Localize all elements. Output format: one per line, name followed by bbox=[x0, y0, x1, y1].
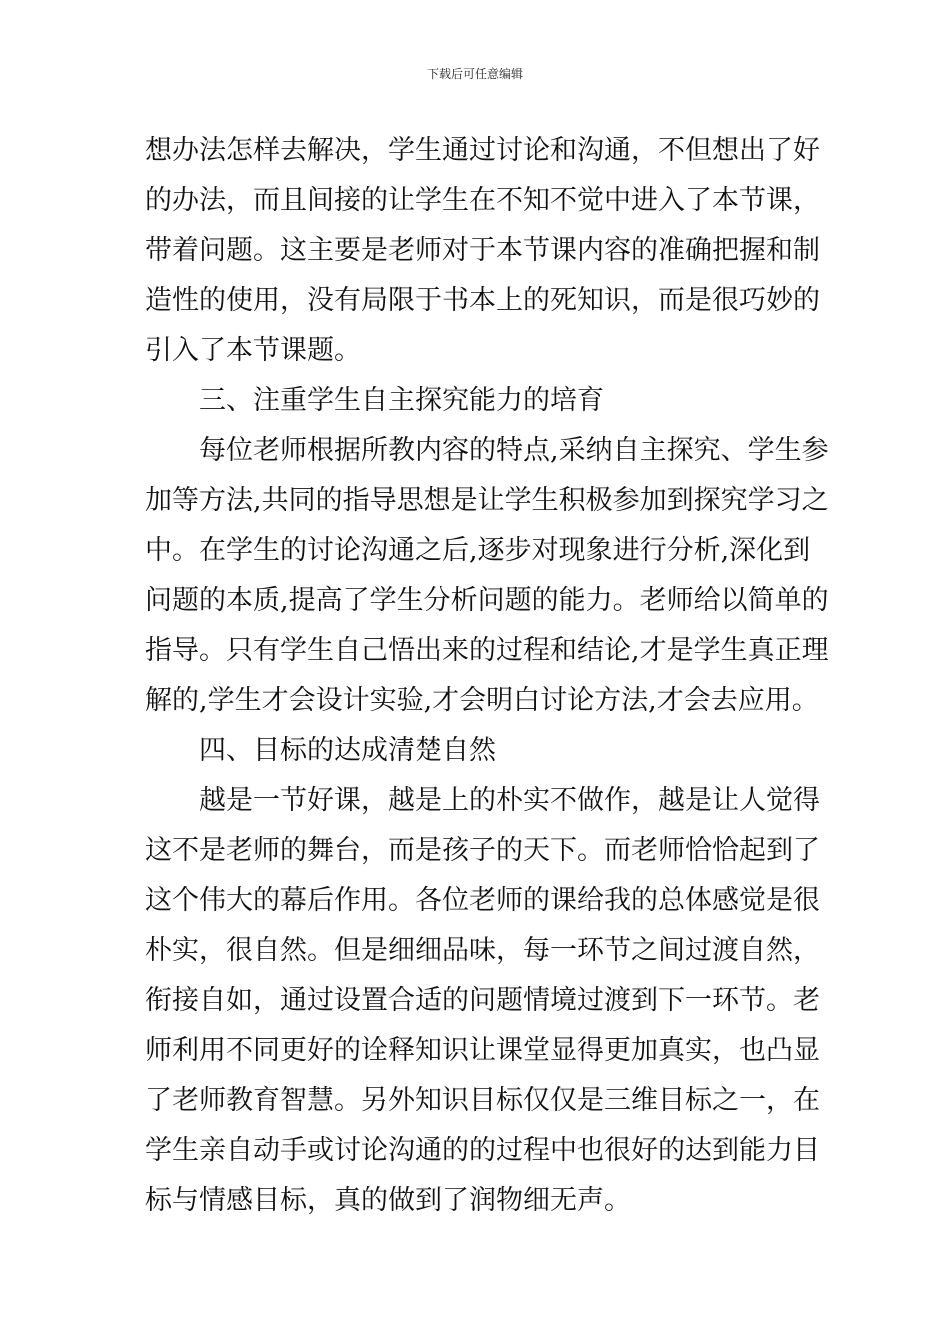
text-line: 造性的使用，没有局限于书本上的死知识，而是很巧妙的 bbox=[145, 285, 820, 316]
text-line: 标与情感目标，真的做到了润物细无声。 bbox=[145, 1185, 631, 1216]
text-line: 这不是老师的舞台，而是孩子的天下。而老师恰恰起到了 bbox=[145, 835, 820, 866]
text-line: 的办法，而且间接的让学生在不知不觉中进入了本节课， bbox=[145, 185, 820, 216]
text-line: 了老师教育智慧。另外知识目标仅仅是三维目标之一，在 bbox=[145, 1085, 820, 1116]
text-line: 越是一节好课，越是上的朴实不做作，越是让人觉得 bbox=[199, 785, 820, 816]
text-line: 解的,学生才会设计实验,才会明白讨论方法,才会去应用。 bbox=[145, 685, 819, 716]
text-line: 带着问题。这主要是老师对于本节课内容的准确把握和制 bbox=[145, 235, 820, 266]
text-line: 每位老师根据所教内容的特点,采纳自主探究、学生参 bbox=[199, 435, 829, 466]
document-body bbox=[145, 126, 829, 1226]
text-line: 衔接自如，通过设置合适的问题情境过渡到下一环节。老 bbox=[145, 985, 820, 1016]
text-line: 学生亲自动手或讨论沟通的的过程中也很好的达到能力目 bbox=[145, 1135, 820, 1166]
text-line: 问题的本质,提高了学生分析问题的能力。老师给以简单的 bbox=[145, 585, 829, 616]
section-heading: 三、注重学生自主探究能力的培育 bbox=[199, 385, 604, 416]
text-line: 中。在学生的讨论沟通之后,逐步对现象进行分析,深化到 bbox=[145, 535, 811, 566]
text-line: 这个伟大的幕后作用。各位老师的课给我的总体感觉是很 bbox=[145, 885, 820, 916]
text-line: 加等方法,共同的指导思想是让学生积极参加到探究学习之 bbox=[145, 485, 829, 516]
section-heading: 四、目标的达成清楚自然 bbox=[199, 735, 496, 766]
text-line: 朴实，很自然。但是细细品味，每一环节之间过渡自然， bbox=[145, 935, 820, 966]
text-line: 师利用不同更好的诠释知识让课堂显得更加真实，也凸显 bbox=[145, 1035, 820, 1066]
text-line: 指导。只有学生自己悟出来的过程和结论,才是学生真正理 bbox=[145, 635, 829, 666]
page-header: 下载后可任意编辑 bbox=[426, 67, 523, 81]
text-line: 引入了本节课题。 bbox=[145, 335, 361, 366]
text-line: 想办法怎样去解决，学生通过讨论和沟通，不但想出了好 bbox=[145, 135, 820, 166]
